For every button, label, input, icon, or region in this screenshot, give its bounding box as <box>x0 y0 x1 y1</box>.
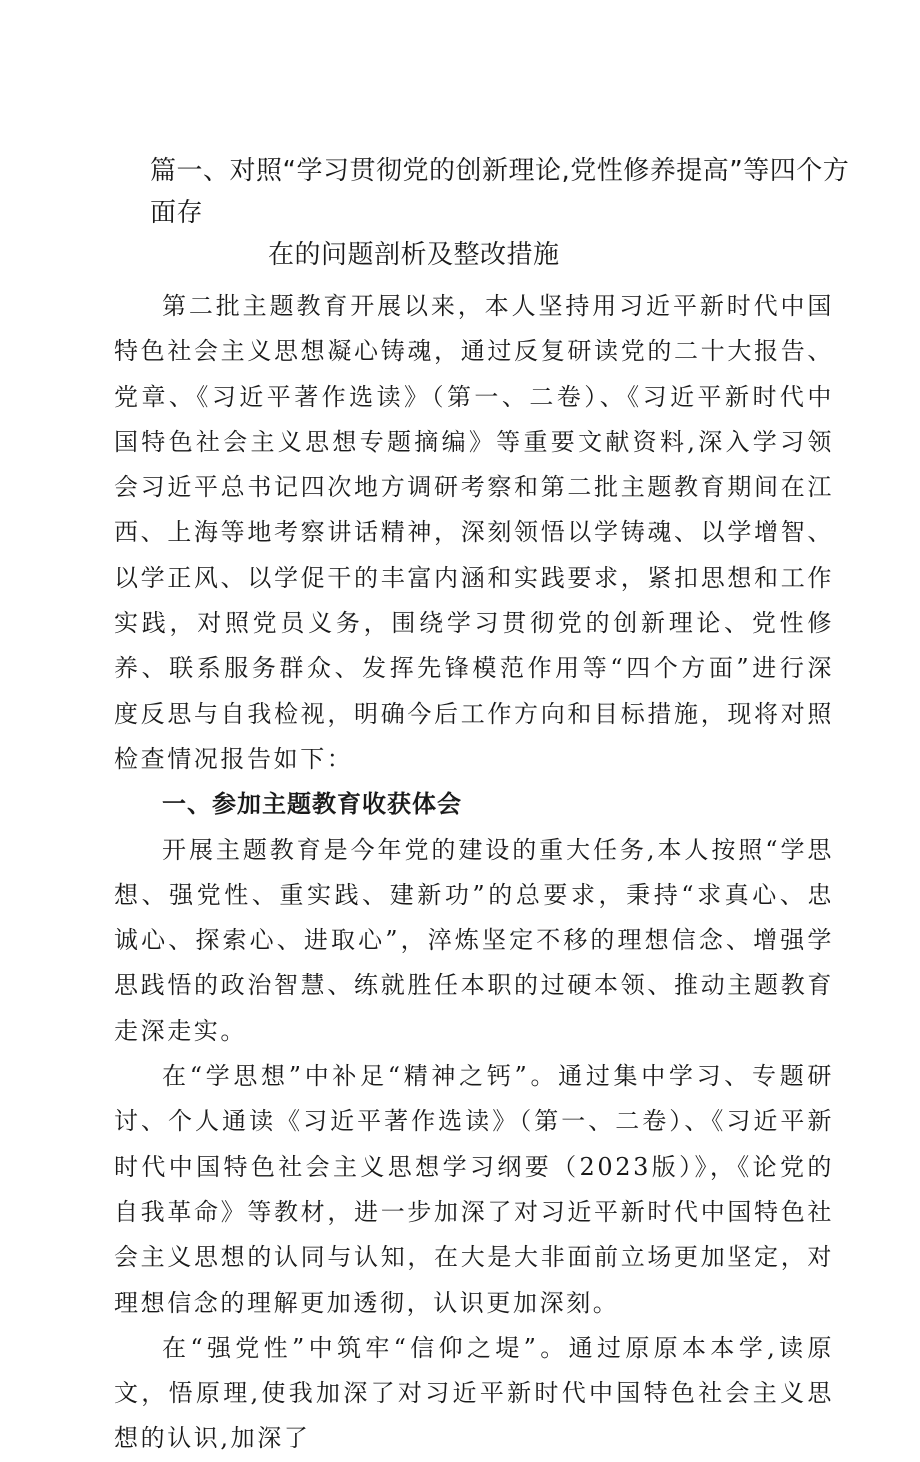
section-1-paragraph-1: 开展主题教育是今年党的建设的重大任务,本人按照“学思想、强党性、重实践、建新功”的总要求，秉持“求真心、忠诚心、探索心、进取心”，淬炼坚定不移的理想信念、增强学思践悟的政治智慧、练就胜任本职的过硬本领、推动主题教育走深走实。 <box>114 835 834 1045</box>
title-line-1: 篇一、对照“学习贯彻党的创新理论,党性修养提高”等四个方面存 <box>150 156 850 228</box>
intro-paragraph: 第二批主题教育开展以来，本人坚持用习近平新时代中国特色社会主义思想凝心铸魂，通过反复研读党的二十大报告、党章、《习近平著作选读》（第一、二卷）、《习近平新时代中国特色社会主义思想专题摘编》等重要文献资料,深入学习领会习近平总书记四次地方调研考察和第二批主题教育期间在江西、上海等地考察讲话精神，深刻领悟以学铸魂、以学增智、以学正风、以学促干的丰富内涵和实践要求，紧扣思想和工作实践，对照党员义务，围绕学习贯彻党的创新理论、党性修养、联系服务群众、发挥先锋模范作用等“四个方面”进行深度反思与自我检视，明确今后工作方向和目标措施，现将对照检查情况报告如下： <box>114 292 834 773</box>
document-body <box>114 284 834 1462</box>
section-1-paragraph-3: 在“强党性”中筑牢“信仰之堤”。通过原原本本学,读原文，悟原理,使我加深了对习近平新时代中国特色社会主义思想的认识,加深了 <box>114 1333 834 1453</box>
section-1-heading: 一、参加主题教育收获体会 <box>162 790 462 819</box>
document-title <box>150 150 850 276</box>
title-line-2: 在的问题剖析及整改措施 <box>268 240 560 270</box>
section-1-paragraph-2: 在“学思想”中补足“精神之钙”。通过集中学习、专题研讨、个人通读《习近平著作选读》（第一、二卷）、《习近平新时代中国特色社会主义思想学习纲要（2023版）》，《论党的自我革命》等教材，进一步加深了对习近平新时代中国特色社会主义思想的认同与认知，在大是大非面前立场更加坚定，对理想信念的理解更加透彻，认识更加深刻。 <box>114 1062 834 1317</box>
